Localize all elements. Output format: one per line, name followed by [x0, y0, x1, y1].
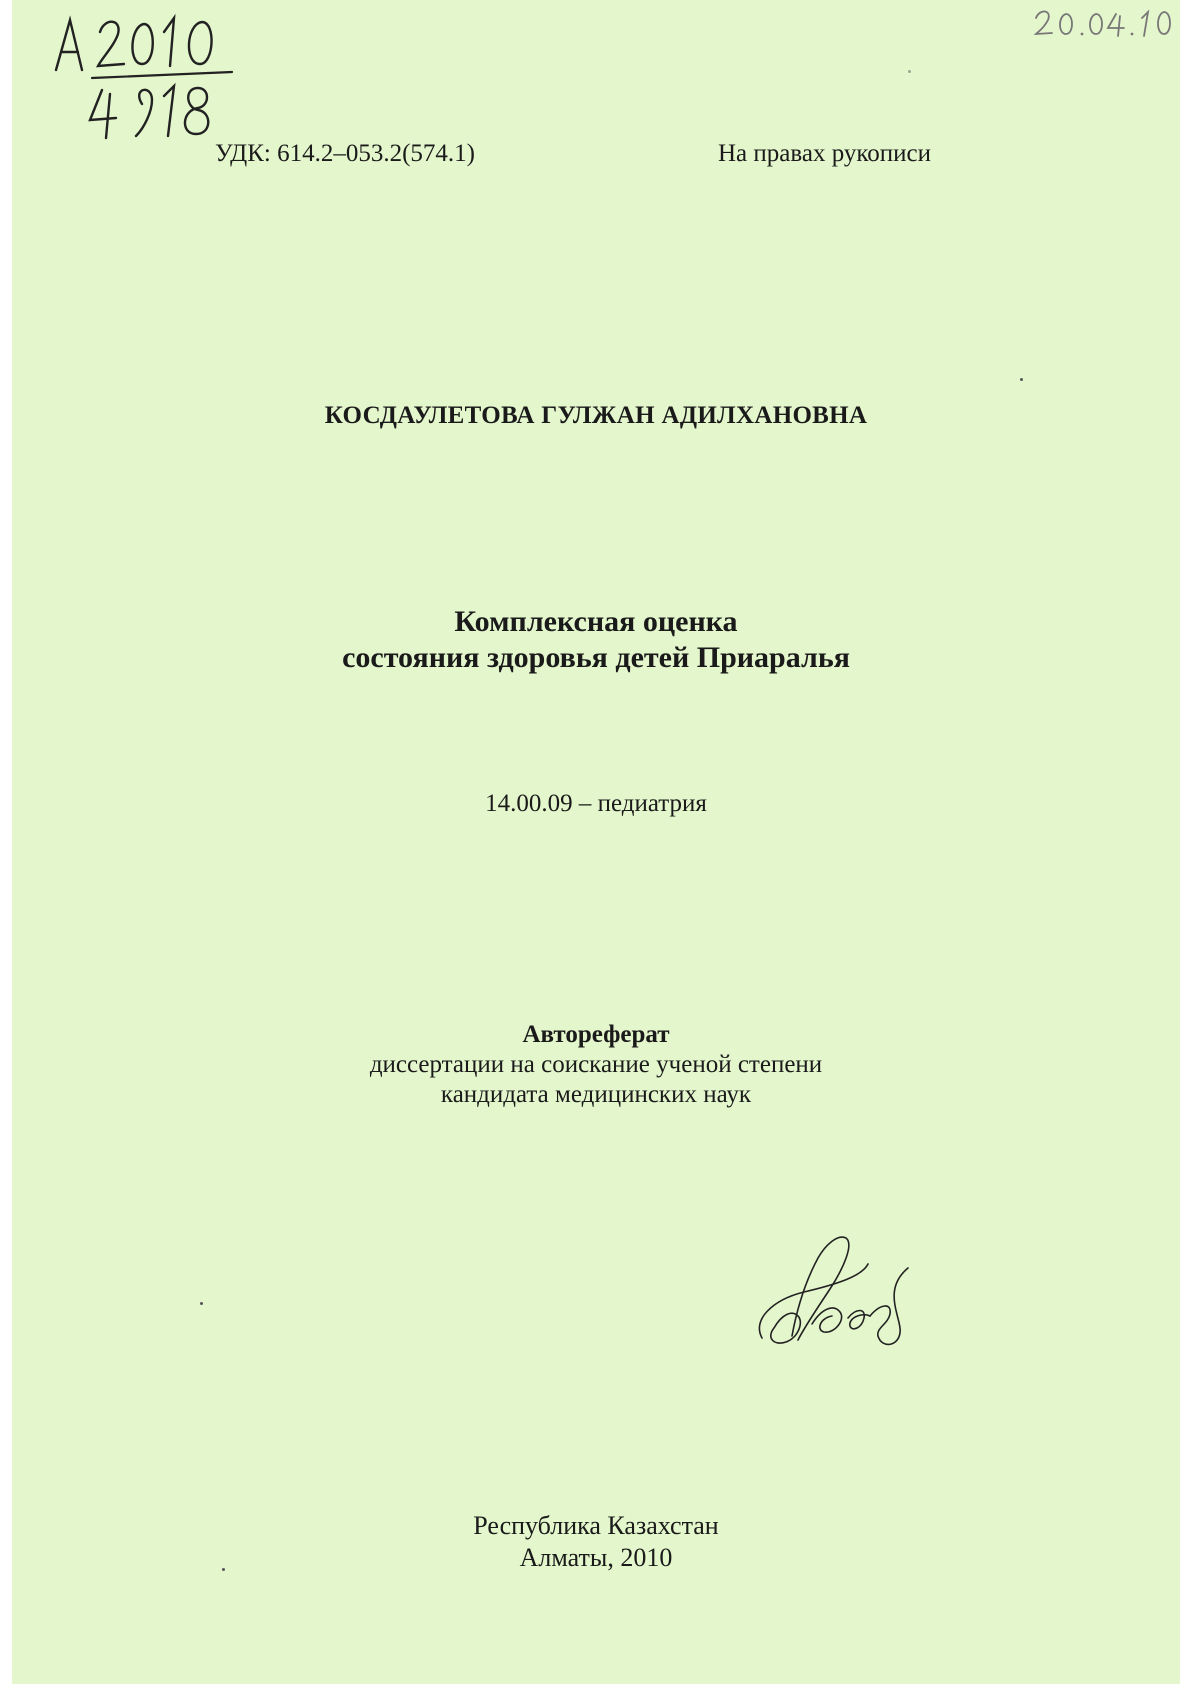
signature: [752, 1228, 922, 1358]
paper-speck: [1020, 378, 1023, 381]
specialty-code: 14.00.09 – педиатрия: [485, 790, 707, 817]
document-page: [12, 0, 1180, 1684]
publication-place: [12, 1510, 1180, 1574]
author-name: КОСДАУЛЕТОВА ГУЛЖАН АДИЛХАНОВНА: [324, 402, 868, 429]
archive-stamp: [52, 8, 242, 148]
abstract-description: [12, 1020, 1180, 1110]
paper-speck: [908, 70, 911, 73]
handwritten-archive-number: [52, 8, 242, 148]
signature-drawing: [752, 1228, 922, 1358]
udc-code: УДК: 614.2–053.2(574.1): [215, 140, 475, 167]
paper-speck: [222, 1568, 225, 1571]
paper-speck: [200, 1302, 203, 1305]
place-country: Республика Казахстан: [473, 1511, 719, 1540]
abstract-line-2: кандидата медицинских наук: [440, 1081, 752, 1108]
abstract-line-1: диссертации на соискание ученой степени: [369, 1051, 823, 1078]
title-line-2: состояния здоровья детей Приаралья: [342, 641, 850, 674]
place-city-year: Алматы, 2010: [519, 1543, 673, 1572]
handwritten-date: [1030, 4, 1180, 44]
handwritten-date-drawing: [1030, 4, 1180, 44]
manuscript-rights-note: На правах рукописи: [718, 140, 931, 167]
page-edge: [1180, 0, 1191, 1684]
title-line-1: Комплексная оценка: [454, 605, 738, 638]
abstract-heading: Автореферат: [522, 1021, 670, 1048]
dissertation-title: [12, 604, 1180, 676]
